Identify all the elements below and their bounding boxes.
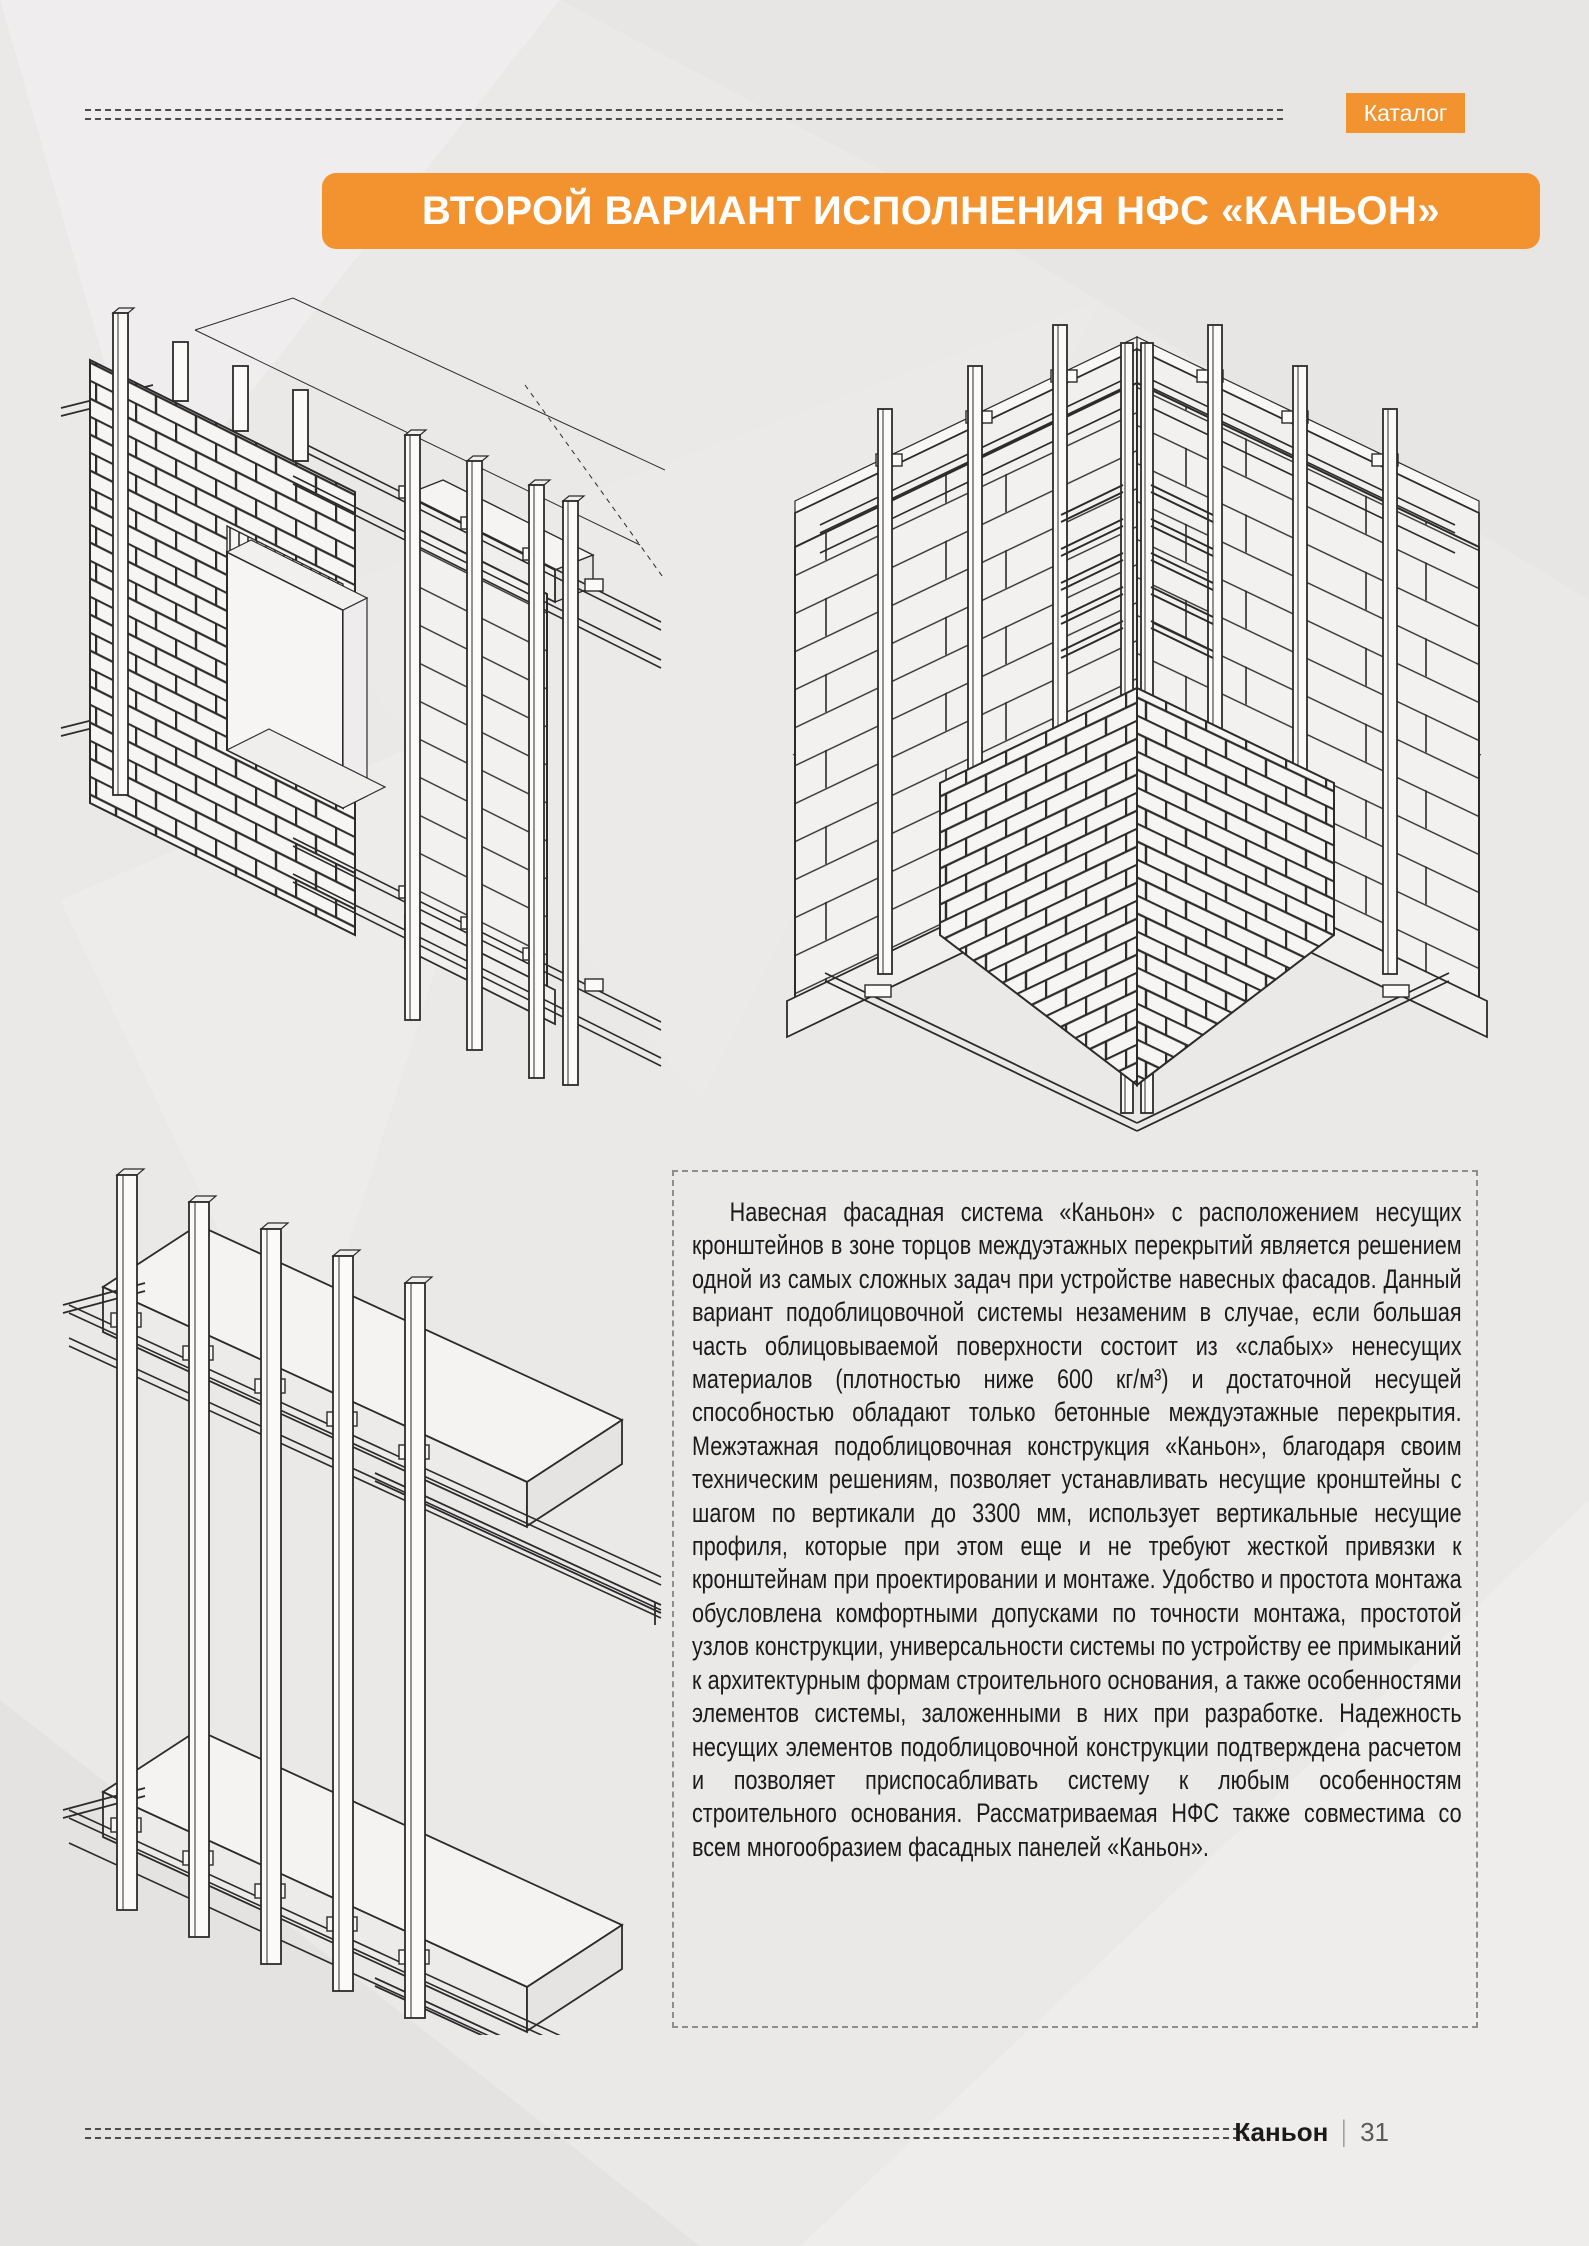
footer-brand: Каньон bbox=[1234, 2116, 1329, 2147]
catalog-badge bbox=[1346, 93, 1465, 133]
footer-dashed-rule bbox=[85, 2128, 1249, 2139]
description-panel bbox=[672, 1170, 1478, 2028]
description-text-wrap bbox=[692, 1196, 1462, 1864]
catalog-badge-label: Каталог bbox=[1363, 99, 1448, 126]
footer-separator: | bbox=[1341, 2115, 1347, 2148]
figure-corner-walls bbox=[765, 285, 1510, 1140]
figure-slab-profiles bbox=[55, 1155, 680, 2035]
footer-meta bbox=[1234, 2112, 1389, 2152]
footer-page-number: 31 bbox=[1360, 2116, 1389, 2147]
page-title: ВТОРОЙ ВАРИАНТ ИСПОЛНЕНИЯ НФС «КАНЬОН» bbox=[421, 188, 1441, 233]
body-paragraph: Навесная фасадная система «Каньон» с расположением несущих кронштейнов в зоне торцов междуэтажных перекрытий является решением одной из самых сложных задач при устройстве навесных фасадов. Данный вариант подоблицовочной системы незаменим в случае, если большая часть облицовываемой поверхности состоит из «слабых» ненесущих материалов (плотностью ниже 600 кг/м³) и достаточной несущей способностью обладают только бетонные междуэтажные перекрытия. Межэтажная подоблицовочная конструкция «Каньон», благодаря своим техническим решениям, позволяет устанавливать несущие кронштейны с шагом по вертикали до 3300 мм, использует вертикальные несущие профиля, которые при этом еще и не требуют жесткой привязки к кронштейнам при проектировании и монтаже. Удобство и простота монтажа обусловлена комфортными допусками по точности монтажа, простотой узлов конструкции, универсальности системы по устройству ее примыканий к архитектурным формам строительного основания, а также особенностями элементов системы, заложенными в них при разработке. Надежность несущих элементов подоблицовочной конструкции подтверждена расчетом и позволяет приспосабливать систему к любым особенностям строительного основания. Рассматриваемая НФС также совместима со всем многообразием фасадных панелей «Каньон». bbox=[692, 1197, 1462, 1862]
figure-brick-facade-window bbox=[55, 290, 665, 1110]
title-banner bbox=[322, 173, 1540, 249]
header-dashed-rule bbox=[85, 109, 1283, 120]
